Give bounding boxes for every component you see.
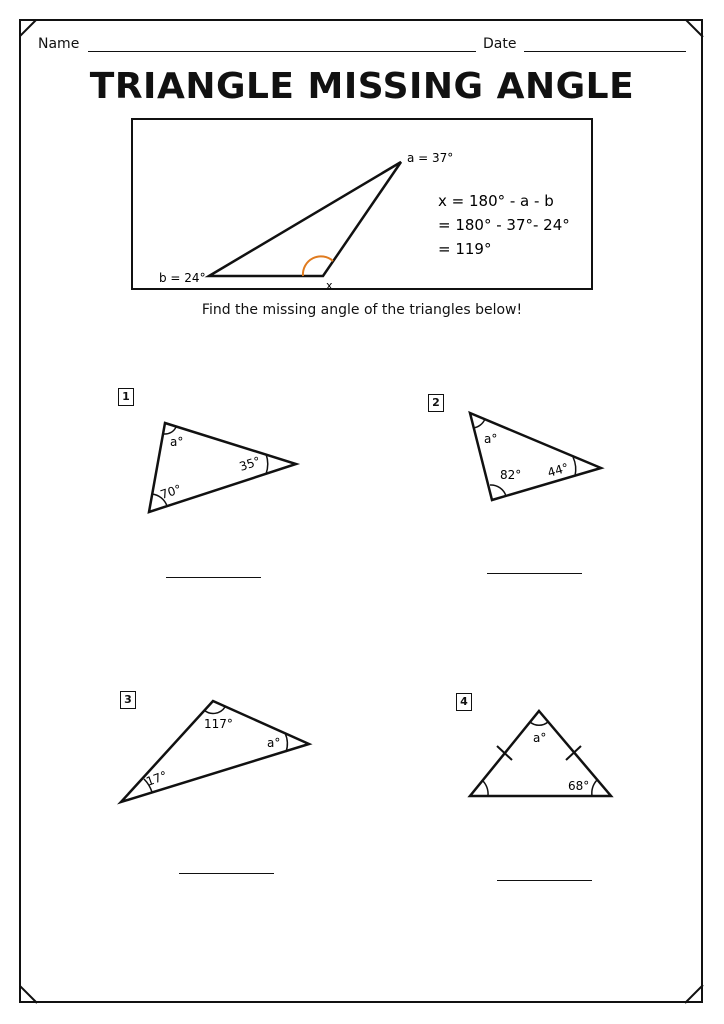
problem-2-answer-line[interactable] <box>487 573 582 574</box>
angle-arc <box>266 454 268 474</box>
corner-decoration-bottom-right <box>685 985 705 1005</box>
angle-label-unknown: a° <box>267 736 281 750</box>
problem-3-answer-line[interactable] <box>179 873 274 874</box>
angle-label-unknown: a° <box>533 731 547 745</box>
angle-arc <box>530 722 548 725</box>
angle-arc <box>490 485 506 496</box>
angle-label: 44° <box>545 460 571 480</box>
problem-3-triangle <box>110 690 320 815</box>
angle-arc <box>164 427 176 434</box>
angle-label: 17° <box>144 768 170 789</box>
page-title: TRIANGLE MISSING ANGLE <box>89 66 635 107</box>
triangle-shape <box>470 413 601 500</box>
angle-label: 82° <box>500 468 522 482</box>
angle-label: 68° <box>568 779 590 793</box>
angle-label-unknown: a° <box>170 435 184 449</box>
angle-arc <box>573 457 576 476</box>
example-triangle-shape <box>209 162 401 276</box>
date-blank[interactable] <box>524 51 686 52</box>
date-label: Date <box>483 36 517 52</box>
problem-3-number: 3 <box>120 691 136 709</box>
example-triangle <box>133 120 591 288</box>
name-label: Name <box>38 36 80 52</box>
example-formula-line3: = 119° <box>438 240 492 258</box>
example-box <box>131 118 593 290</box>
angle-arc <box>592 780 597 796</box>
angle-label: 35° <box>237 453 263 474</box>
problem-2-number: 2 <box>428 394 444 412</box>
problem-1-number: 1 <box>118 388 134 406</box>
corner-decoration-top-right <box>685 19 705 39</box>
problem-4-triangle <box>460 700 620 805</box>
angle-label: 117° <box>204 717 233 731</box>
header-fields <box>38 36 688 56</box>
triangle-shape <box>470 711 611 796</box>
angle-arc <box>473 419 485 428</box>
angle-arc <box>285 733 287 752</box>
name-blank[interactable] <box>88 51 476 52</box>
problem-4-number: 4 <box>456 693 472 711</box>
example-label-b: b = 24° <box>159 271 206 285</box>
example-label-x: x <box>326 279 333 288</box>
instruction-text: Find the missing angle of the triangles below! <box>201 302 523 318</box>
problem-1-triangle <box>130 410 310 525</box>
problem-4-answer-line[interactable] <box>497 880 592 881</box>
problem-1-answer-line[interactable] <box>166 577 261 578</box>
example-label-a: a = 37° <box>407 151 454 165</box>
angle-arc <box>482 780 488 796</box>
example-formula-line2: = 180° - 37°- 24° <box>438 216 570 234</box>
corner-decoration-top-left <box>19 19 39 39</box>
angle-label: 70° <box>158 481 184 502</box>
example-formula-line1: x = 180° - a - b <box>438 192 554 210</box>
angle-label-unknown: a° <box>484 432 498 446</box>
problem-2-triangle <box>460 405 620 510</box>
corner-decoration-bottom-left <box>19 985 39 1005</box>
